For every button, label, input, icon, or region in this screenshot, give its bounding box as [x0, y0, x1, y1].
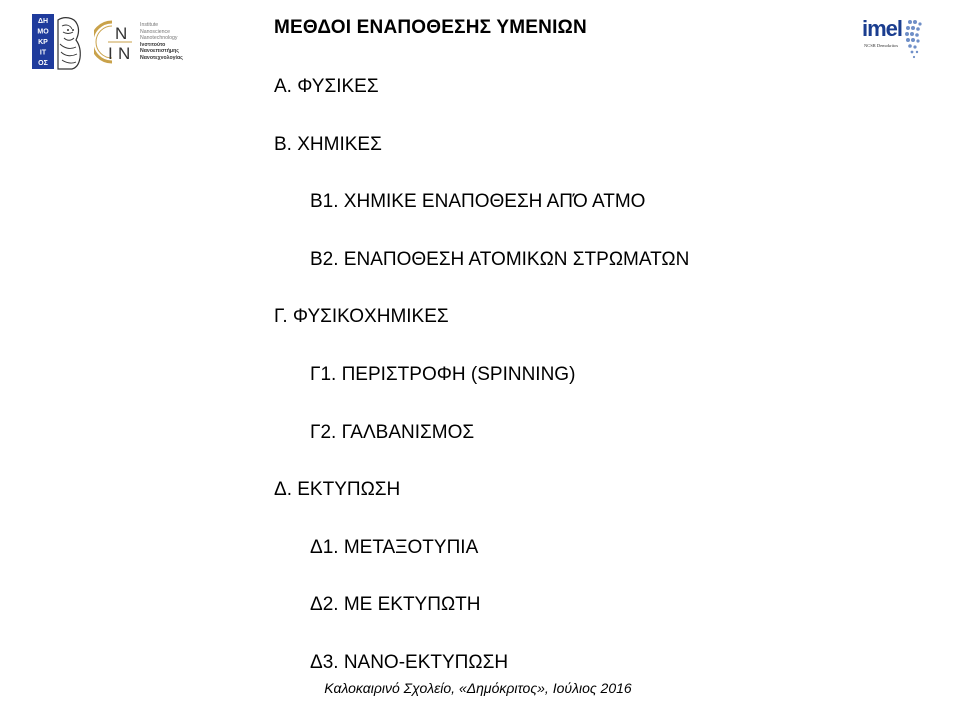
- inn-logo-icon: [94, 16, 198, 68]
- imel-logo-icon: [858, 14, 924, 64]
- imel-logo-word: imel: [862, 16, 903, 41]
- svg-text:I: I: [108, 44, 113, 63]
- outline-list: [274, 75, 689, 709]
- outline-item: Γ. ΦΥΣΙΚΟΧΗΜΙΚΕΣ: [274, 306, 449, 328]
- outline-item: Β. ΧΗΜΙΚΕΣ: [274, 133, 382, 155]
- outline-subitem: Γ2. ΓΑΛΒΑΝΙΣΜΟΣ: [310, 421, 475, 443]
- imel-logo-subtitle: NCSR Demokritos: [864, 43, 899, 48]
- outline-subitem: Β2. ΕΝΑΠΟΘΕΣΗ ΑΤΟΜΙΚΩΝ ΣΤΡΩΜΑΤΩΝ: [310, 248, 690, 270]
- outline-subitem: Γ1. ΠΕΡΙΣΤΡΟΦΗ (SPINNING): [310, 363, 576, 385]
- slide-footer: Καλοκαιρινό Σχολείο, «Δημόκριτος», Ιούλιος 2016: [324, 680, 632, 696]
- outline-subitem: Δ3. ΝΑΝΟ-ΕΚΤΥΠΩΣΗ: [310, 651, 509, 673]
- outline-item: Α. ΦΥΣΙΚΕΣ: [274, 76, 379, 97]
- slide-title: ΜΕΘΔΟΙ ΕΝΑΠΟΘΕΣΗΣ ΥΜΕΝΙΩΝ: [274, 17, 587, 38]
- svg-text:N: N: [115, 24, 128, 43]
- svg-text:N: N: [118, 44, 131, 63]
- outline-subitem: Δ1. ΜΕΤΑΞΟΤΥΠΙΑ: [310, 536, 479, 558]
- demokritos-logo-icon: [32, 14, 86, 70]
- svg-text:ΔΗΜΟΚΡΙΤΟΣ: ΔΗ ΜΟ ΚΡ ΙΤ ΟΣ: [37, 18, 49, 67]
- outline-item: Δ. ΕΚΤΥΠΩΣΗ: [274, 479, 401, 501]
- inn-logo-text: Institute Nanoscience Nanotechnology Ινστιτούτο Νανοεπιστήμης Νανοτεχνολογίας: [140, 22, 183, 61]
- outline-subitem: Β1. ΧΗΜΙΚΕ ΕΝΑΠΟΘΕΣΗ ΑΠΌ ΑΤΜΟ: [310, 191, 646, 213]
- outline-subitem: Δ2. ΜΕ ΕΚΤΥΠΩΤΗ: [310, 594, 481, 616]
